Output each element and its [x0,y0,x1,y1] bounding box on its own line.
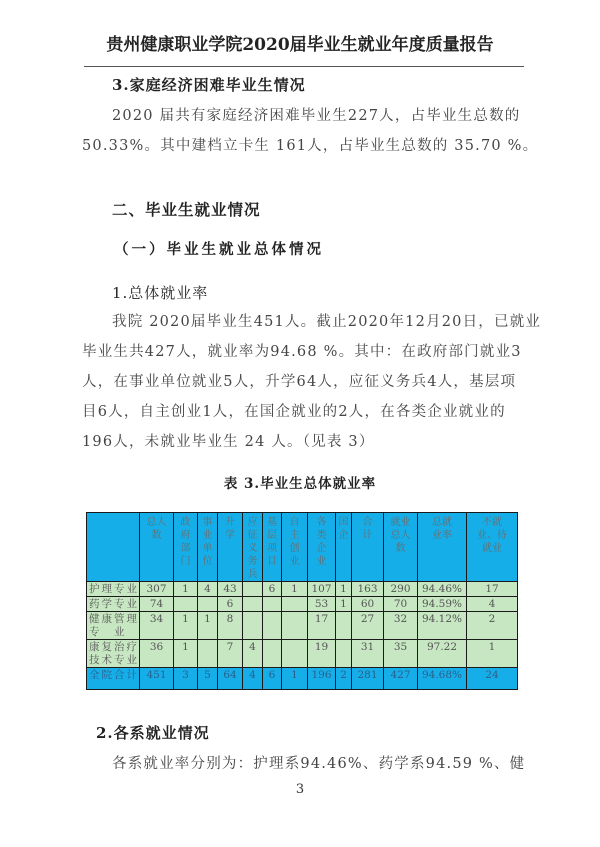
employment-rate-table [86,512,518,690]
table-cell: 60 [352,597,384,612]
chapter-heading: 二、毕业生就业情况 [112,200,261,219]
table-cell [263,612,282,640]
table-cell: 53 [308,597,336,612]
column-header: 不就业、待就业 [467,513,518,582]
column-header: 总人数 [140,513,174,582]
page-number: 3 [295,782,305,797]
paragraph-line: 人，在事业单位就业5人，升学64人，应征义务兵4人，基层项 [82,374,517,390]
paragraph-line: 毕业生共427人，就业率为94.68 %。其中：在政府部门就业3 [82,344,522,360]
column-header: 各类企业 [308,513,336,582]
table-cell: 1 [336,582,352,597]
table-cell: 163 [352,582,384,597]
row-label: 药学专业 [87,597,140,612]
table-cell: 307 [140,582,174,597]
table-cell: 94.12% [418,612,467,640]
header-divider [84,66,524,67]
table-cell: 6 [263,668,282,690]
table-cell: 4 [243,668,263,690]
item-heading-overall-rate: 1.总体就业率 [112,284,209,302]
column-header: 自主创业 [282,513,308,582]
table-cell: 451 [140,668,174,690]
column-header: 就业总人数 [384,513,418,582]
section-heading: （一）毕业生就业总体情况 [114,241,324,258]
table-cell: 1 [336,597,352,612]
table-cell: 281 [352,668,384,690]
table-cell: 19 [308,640,336,668]
paragraph-line: 196人，未就业毕业生 24 人。（见表 3） [82,434,375,450]
column-header [87,513,140,582]
row-label: 全院合计 [87,668,140,690]
table-cell: 4 [467,597,518,612]
table-cell [198,640,218,668]
table-cell: 3 [174,668,198,690]
table-cell: 6 [218,597,243,612]
table-cell [243,612,263,640]
table-cell [243,582,263,597]
table-cell: 24 [467,668,518,690]
paragraph-line: 50.33%。其中建档立卡生 161人，占毕业生总数的 35.70 %。 [82,138,539,154]
column-header: 合计 [352,513,384,582]
table-cell: 7 [218,640,243,668]
table-cell: 36 [140,640,174,668]
row-label: 护理专业 [87,582,140,597]
table-cell [282,612,308,640]
row-label: 康复治疗技术专业 [87,640,140,668]
table-cell [198,597,218,612]
paragraph-line: 目6人，自主创业1人，在国企就业的2人，在各类企业就业的 [82,404,506,420]
section-poverty-heading: 3.家庭经济困难毕业生情况 [112,76,306,94]
paragraph-line: 我院 2020届毕业生451人。截止2020年12月20日，已就业 [112,314,542,330]
table-cell: 64 [218,668,243,690]
table-cell: 6 [263,582,282,597]
column-header: 基层项目 [263,513,282,582]
table-cell: 32 [384,612,418,640]
table-row [87,612,518,640]
report-title: 贵州健康职业学院2020届毕业生就业年度质量报告 [106,35,494,55]
table-cell [282,597,308,612]
table-cell: 8 [218,612,243,640]
table-cell: 35 [384,640,418,668]
table-row [87,597,518,612]
row-label: 健康管理专 业 [87,612,140,640]
table-cell: 1 [174,582,198,597]
table-cell: 196 [308,668,336,690]
table-cell: 74 [140,597,174,612]
table-cell: 4 [198,582,218,597]
table-cell: 107 [308,582,336,597]
column-header: 应征义务兵 [243,513,263,582]
table-cell: 94.59% [418,597,467,612]
column-header: 升学 [218,513,243,582]
table-cell: 31 [352,640,384,668]
table-total-row [87,668,518,690]
table-cell: 2 [336,668,352,690]
table-cell: 27 [352,612,384,640]
table-cell: 1 [282,582,308,597]
table-row [87,640,518,668]
table-cell: 17 [308,612,336,640]
table-cell [336,640,352,668]
table-cell: 1 [174,612,198,640]
table-cell: 1 [467,640,518,668]
table-cell [174,597,198,612]
table-cell: 2 [467,612,518,640]
column-header: 国企 [336,513,352,582]
table-cell [263,640,282,668]
table-cell: 43 [218,582,243,597]
table-cell [336,612,352,640]
table-cell: 94.46% [418,582,467,597]
column-header: 总就业率 [418,513,467,582]
table-row [87,582,518,597]
table-cell: 290 [384,582,418,597]
table-cell: 4 [243,640,263,668]
table-header-row [87,513,518,582]
column-header: 政府部门 [174,513,198,582]
table-cell: 70 [384,597,418,612]
table-cell: 5 [198,668,218,690]
paragraph-line: 各系就业率分别为：护理系94.46%、药学系94.59 %、健 [112,756,526,772]
paragraph-line: 2020 届共有家庭经济困难毕业生227人，占毕业生总数的 [112,108,521,124]
table-cell: 1 [198,612,218,640]
table-cell [243,597,263,612]
item-heading-department: 2.各系就业情况 [96,724,210,742]
column-header: 事业单位 [198,513,218,582]
table-cell: 97.22 [418,640,467,668]
table-caption: 表 3.毕业生总体就业率 [223,476,377,492]
table-cell: 34 [140,612,174,640]
table-cell [282,640,308,668]
table-cell [263,597,282,612]
table-cell: 427 [384,668,418,690]
table-cell: 94.68% [418,668,467,690]
table-cell: 1 [174,640,198,668]
table-cell: 1 [282,668,308,690]
table-cell: 17 [467,582,518,597]
